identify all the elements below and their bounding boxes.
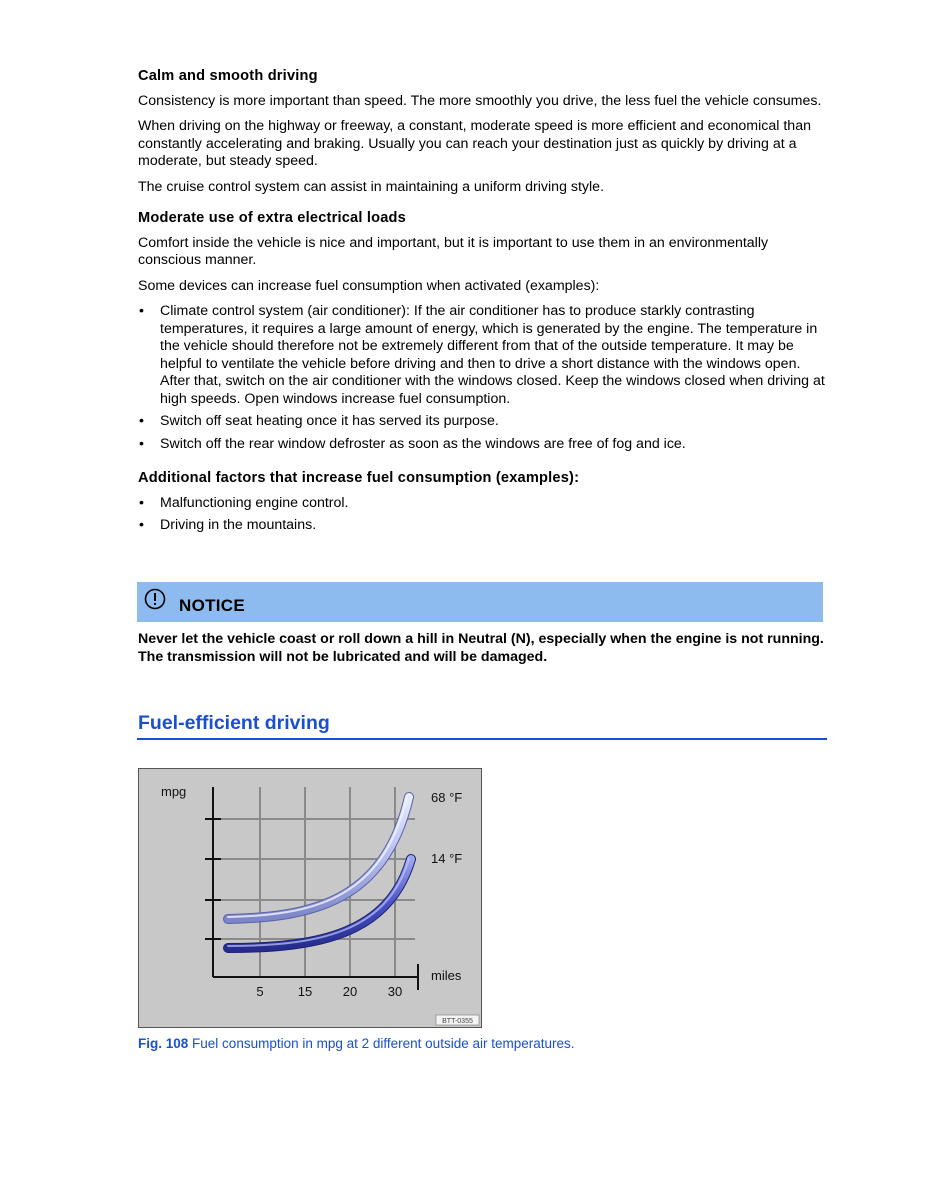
additional-list (138, 495, 826, 535)
paragraph: The cruise control system can assist in maintaining a uniform driving style. (138, 178, 605, 195)
list-item: • Driving in the mountains. (138, 517, 826, 535)
fuel-consumption-diagram (139, 769, 481, 1027)
list-item: • Switch off the rear window defroster as soon as the windows are free of fog and ice. (138, 436, 826, 454)
y-axis-label: mpg (161, 784, 187, 799)
list-item: • Climate control system (air conditioner): If the air conditioner has to produce starkly contrasting temperatures, it requires a large amount of energy, which is generated by the engine. The temperature in the vehicle should therefore not be extremely different from that of the outside temperature. It may be helpful to ventilate the vehicle before driving and then to drive a short distance with the windows open. After that, switch on the air conditioner with the windows closed. Keep the windows closed when driving at high speeds. Open windows increase fuel consumption. (138, 303, 826, 408)
notice-title: NOTICE (179, 596, 246, 615)
x-tick-label: 30 (387, 984, 403, 999)
heading-electrical-loads: Moderate use of extra electrical loads (138, 210, 406, 226)
heading-calm-driving: Calm and smooth driving (138, 68, 318, 84)
x-tick-label: 15 (297, 984, 313, 999)
paragraph: Comfort inside the vehicle is nice and important, but it is important to use them in an environmentally conscious manner. (138, 234, 769, 268)
figure-caption (138, 1036, 575, 1051)
fuel-consumption-figure (138, 768, 482, 1028)
x-tick-label: 20 (342, 984, 358, 999)
paragraph: When driving on the highway or freeway, a constant, moderate speed is more efficient and economical than constantly accelerating and braking. Usually you can reach your destination just as quickly by driving at a moderate, but steady speed. (138, 118, 811, 169)
electrical-list (138, 303, 826, 453)
heading-additional-factors: Additional factors that increase fuel consumption (examples): (138, 470, 580, 486)
notice-text: Never let the vehicle coast or roll down a hill in Neutral (N), especially when the engine is not running. The transmission will not be lubricated and will be damaged. (138, 631, 824, 665)
document-body (138, 68, 826, 542)
figure-code: BTT-0355 (442, 1018, 473, 1025)
exclamation-circle-icon (144, 588, 166, 610)
figure-number: Fig. 108 (138, 1036, 189, 1051)
x-tick-label: 5 (256, 984, 264, 999)
section-title: Fuel-efficient driving (138, 712, 330, 734)
curve-label-14f: 14 °F (431, 851, 463, 866)
x-axis-label: miles (431, 968, 462, 983)
paragraph: Some devices can increase fuel consumption when activated (examples): (138, 277, 600, 294)
curve-label-68f: 68 °F (431, 790, 463, 805)
axes (205, 787, 418, 990)
notice-banner (137, 582, 823, 622)
section-divider (137, 738, 827, 740)
list-item: • Malfunctioning engine control. (138, 495, 826, 513)
paragraph: Consistency is more important than speed. The more smoothly you drive, the less fuel the vehicle consumes. (138, 92, 822, 109)
list-item: • Switch off seat heating once it has served its purpose. (138, 413, 826, 431)
figure-caption-text: Fuel consumption in mpg at 2 different outside air temperatures. (192, 1036, 575, 1051)
